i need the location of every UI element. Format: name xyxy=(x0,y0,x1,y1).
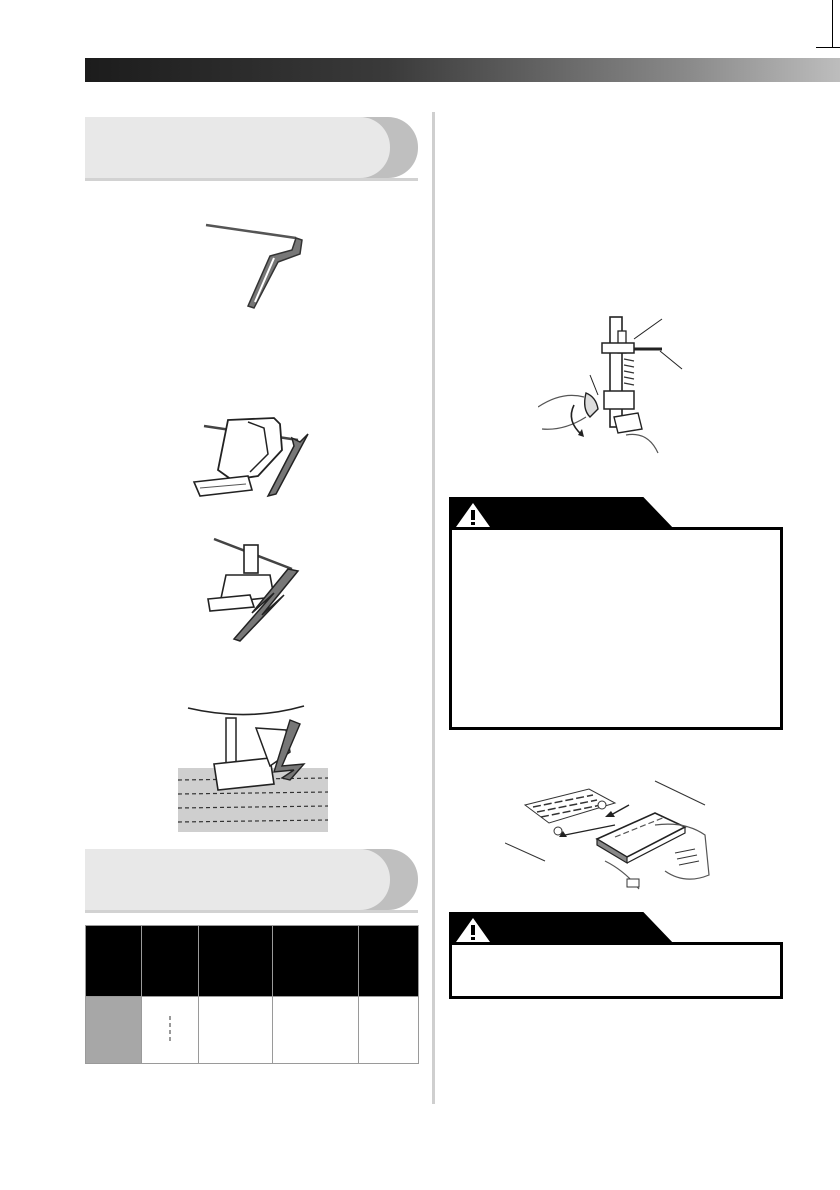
table-row xyxy=(86,997,419,1064)
stitch-table xyxy=(85,925,419,1064)
exclamation-icon xyxy=(454,916,492,943)
column-divider xyxy=(432,112,435,1104)
table-header-cell xyxy=(86,926,142,997)
table-cell xyxy=(358,997,418,1064)
section-tab-rule xyxy=(85,910,418,913)
table-header-cell xyxy=(142,926,199,997)
table-cell-stitch-pattern xyxy=(142,997,199,1064)
section-tab xyxy=(85,849,390,910)
straight-stitch-icon xyxy=(142,1010,198,1050)
crop-mark-top xyxy=(832,0,833,48)
section-heading-2 xyxy=(85,849,418,913)
section-tab-rule xyxy=(85,178,418,181)
section-heading-1 xyxy=(85,117,418,181)
presser-foot-illustration xyxy=(200,535,300,645)
table-header-cell xyxy=(199,926,273,997)
section-tab xyxy=(85,117,390,178)
presser-foot-holder-illustration xyxy=(538,313,688,458)
header-bar xyxy=(85,58,840,82)
needle-plate-cover-illustration xyxy=(505,775,710,890)
table-cell xyxy=(86,997,142,1064)
table-cell xyxy=(273,997,359,1064)
walking-foot-illustration xyxy=(188,410,323,505)
caution-box xyxy=(449,942,783,999)
table-cell xyxy=(199,997,273,1064)
caution-box xyxy=(449,527,783,730)
quilting-fabric-illustration xyxy=(178,700,328,832)
table-header-cell xyxy=(273,926,359,997)
table-header-cell xyxy=(358,926,418,997)
crop-mark-side xyxy=(816,47,840,48)
quilting-guide-illustration xyxy=(200,220,310,310)
table-header-row xyxy=(86,926,419,997)
exclamation-icon xyxy=(454,501,492,528)
